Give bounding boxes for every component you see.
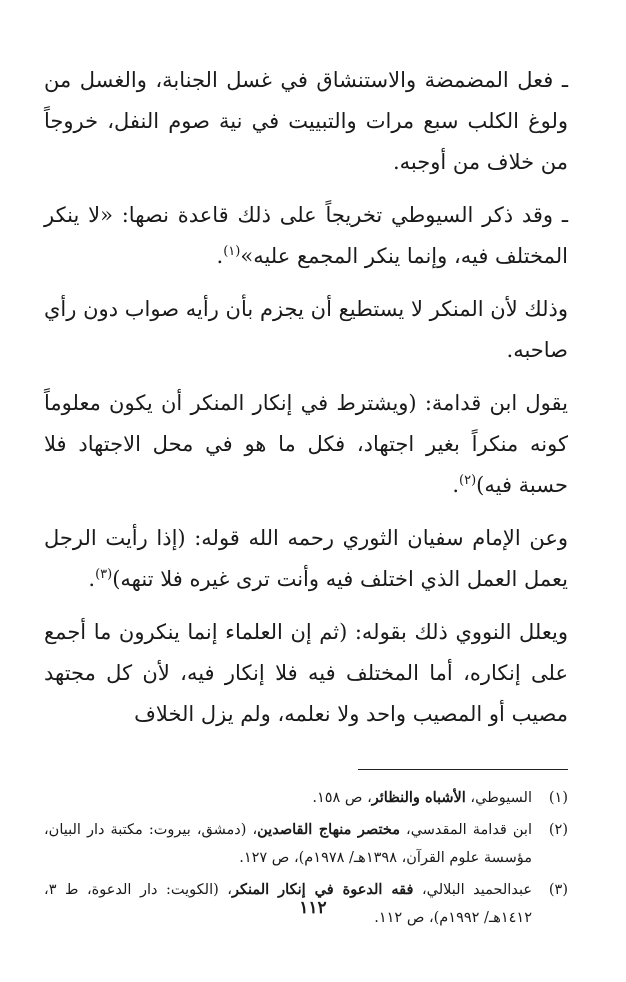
paragraph-2-text: ـ وقد ذكر السيوطي تخريجاً على ذلك قاعدة نصها: «لا ينكر المختلف فيه، وإنما ينكر المجمع عليه» (44, 203, 568, 268)
paragraph-5 (44, 518, 568, 600)
footnote-1-details: ، ص ١٥٨. (312, 790, 372, 806)
paragraph-1 (44, 60, 568, 183)
paragraph-4 (44, 383, 568, 506)
footnote-ref-3: (٣) (95, 567, 113, 582)
paragraph-1-text: ـ فعل المضمضة والاستنشاق في غسل الجنابة، والغسل من ولوغ الكلب سبع مرات والتبييت في نية صوم النفل، خروجاً من خلاف من أوجبه. (44, 68, 568, 174)
footnote-divider (358, 769, 568, 770)
footnote-3-number: (٣) (548, 882, 568, 898)
footnote-2-details: ، (دمشق، بيروت: مكتبة دار البيان، مؤسسة علوم القرآن، ١٣٩٨هـ/ ١٩٧٨م)، ص ١٢٧. (44, 822, 532, 866)
footnote-1 (44, 784, 568, 812)
footnote-2-author: ابن قدامة المقدسي، (399, 822, 533, 838)
footnote-2-text (44, 816, 532, 872)
footnote-3-details: ، (الكويت: دار الدعوة، ط ٣، ١٤١٢هـ/ ١٩٩٢م)، ص ١١٢. (44, 882, 532, 926)
paragraph-6-text: ويعلل النووي ذلك بقوله: (ثم إن العلماء إنما ينكرون ما أجمع على إنكاره، أما المختلف فيه فلا إنكار فيه، لأن كل مجتهد مصيب أو المصيب واحد ولا نعلمه، ولم يزل الخلاف (44, 620, 568, 726)
footnote-1-text (44, 784, 532, 812)
page-number: ١١٢ (299, 898, 327, 918)
paragraph-5-text: وعن الإمام سفيان الثوري رحمه الله قوله: (إذا رأيت الرجل يعمل العمل الذي اختلف فيه وأنت ترى غيره فلا تنهه) (44, 526, 568, 591)
footnote-1-author: السيوطي، (465, 790, 532, 806)
paragraph-3 (44, 289, 568, 371)
footnote-ref-2: (٢) (459, 473, 477, 488)
paragraph-4-end: . (452, 473, 460, 497)
paragraph-6 (44, 612, 568, 735)
footnote-2 (44, 816, 568, 872)
paragraph-2 (44, 195, 568, 277)
footnote-1-title: الأشباه والنظائر (371, 789, 466, 806)
footnote-2-number: (٢) (548, 822, 568, 838)
footnote-2-title: مختصر منهاج القاصدين (257, 821, 400, 838)
footnote-3-author: عبدالحميد البلالي، (413, 882, 532, 898)
paragraph-4-text: يقول ابن قدامة: (ويشترط في إنكار المنكر أن يكون معلوماً كونه منكراً بغير اجتهاد، فكل ما هو في محل الاجتهاد فلا حسبة فيه) (44, 391, 568, 497)
footnote-ref-1: (١) (223, 244, 241, 259)
paragraph-5-end: . (88, 567, 96, 591)
footnote-1-number: (١) (548, 790, 568, 806)
page-body (44, 60, 568, 982)
paragraph-3-text: وذلك لأن المنكر لا يستطيع أن يجزم بأن رأيه صواب دون رأي صاحبه. (44, 297, 568, 362)
paragraph-2-end: . (216, 244, 224, 268)
footnote-3-title: فقه الدعوة في إنكار المنكر (231, 881, 414, 898)
